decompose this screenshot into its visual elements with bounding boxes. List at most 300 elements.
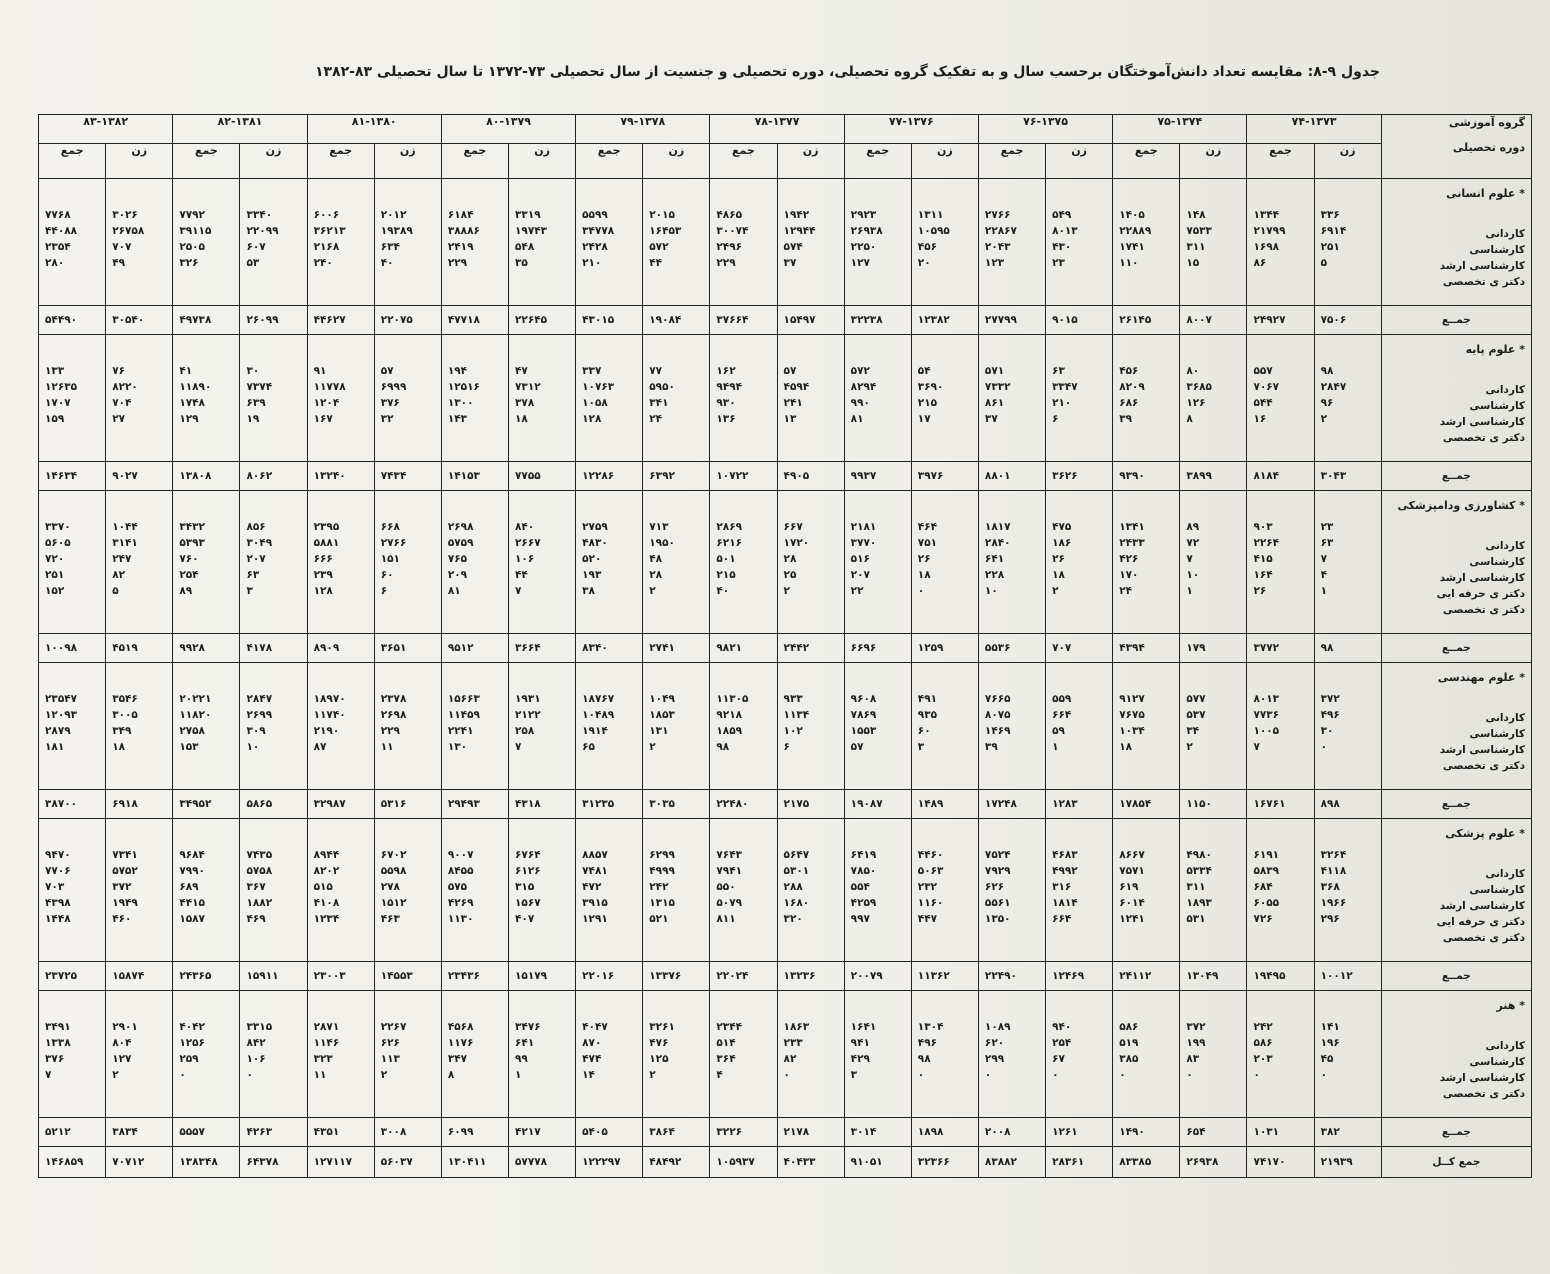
group-label-cell xyxy=(1381,491,1531,634)
value: ۱۲۹۱ xyxy=(582,913,608,925)
value: ۴۵۹۴ xyxy=(783,381,810,393)
value: ۰ xyxy=(1186,1069,1193,1081)
value: ۶۶۴ xyxy=(1052,913,1072,925)
value: ۱۲۰۴ xyxy=(313,397,340,409)
total-header: جمع xyxy=(576,144,643,179)
value: ۲۱۸۱ xyxy=(850,521,877,533)
value: ۴۹۶ xyxy=(917,1037,938,1049)
sum-women: ۸۰۶۲ xyxy=(240,462,307,491)
value: ۲۰۱۲ xyxy=(380,209,407,221)
value: ۴۰ xyxy=(716,585,730,597)
header-group-level xyxy=(1381,115,1531,179)
sum-total: ۴۷۷۱۸ xyxy=(441,306,508,335)
sum-total: ۳۸۷۰۰ xyxy=(39,790,106,819)
total-values-cell xyxy=(710,335,777,462)
total-values-cell xyxy=(844,663,911,790)
sum-total: ۲۲۰۱۶ xyxy=(576,962,643,991)
value: ۷۰۶۷ xyxy=(1253,381,1280,393)
value: ۱۰۴۸۹ xyxy=(582,709,615,721)
value: ۱۸۵۳ xyxy=(649,709,675,721)
value: ۲۵ xyxy=(783,569,797,581)
group-row xyxy=(39,179,1532,306)
value: ۲۳ xyxy=(1052,257,1065,269)
value: ۳۳۷ xyxy=(582,365,602,377)
value: ۴ xyxy=(716,1069,723,1081)
value: ۱۷۰۷ xyxy=(45,397,71,409)
total-header: جمع xyxy=(710,144,777,179)
value: ۲۴۰ xyxy=(313,257,333,269)
women-values-cell xyxy=(374,991,441,1118)
total-values-cell xyxy=(441,335,508,462)
value: ۸۹۴۴ xyxy=(313,849,340,861)
value: ۴۵۶ xyxy=(1119,365,1139,377)
sum-women: ۴۵۱۹ xyxy=(106,634,173,663)
value: ۴۲۶ xyxy=(1119,553,1139,565)
value: ۹۳۳ xyxy=(783,693,803,705)
value: ۳۳۱۹ xyxy=(515,209,541,221)
women-values-cell xyxy=(911,991,978,1118)
value: ۲۲۹ xyxy=(447,257,468,269)
value: ۶۱۹ xyxy=(1119,881,1139,893)
grand-total-women: ۲۸۳۶۱ xyxy=(1046,1147,1113,1178)
sum-women: ۳۰۳۵ xyxy=(643,790,710,819)
value: ۲ xyxy=(112,1069,119,1081)
women-values-cell xyxy=(509,491,576,634)
total-values-cell xyxy=(710,819,777,962)
value: ۸۰ xyxy=(1186,365,1200,377)
value: ۶۹۱۴ xyxy=(1320,225,1347,237)
sum-total: ۴۳۰۱۵ xyxy=(576,306,643,335)
value: ۵۷ xyxy=(850,741,864,753)
sum-total: ۲۲۴۸۰ xyxy=(710,790,777,819)
total-values-cell xyxy=(844,819,911,962)
value: ۴۶۴ xyxy=(917,521,938,533)
sum-total: ۳۲۲۳۸ xyxy=(844,306,911,335)
value: ۲۴۲۸ xyxy=(582,241,608,253)
sum-women: ۴۹۰۵ xyxy=(777,462,844,491)
value: ۵ xyxy=(1320,257,1328,269)
grand-total-all: ۱۴۶۸۵۹ xyxy=(39,1147,106,1178)
value: ۲۶ xyxy=(1253,585,1267,597)
sum-women: ۴۳۱۸ xyxy=(509,790,576,819)
value: ۴۰۴۷ xyxy=(582,1021,608,1033)
value: ۳۶۲۱۳ xyxy=(313,225,346,237)
value: ۱۸ xyxy=(1052,569,1065,581)
value: ۱۵۵۳ xyxy=(850,725,877,737)
value: ۸۴۰ xyxy=(515,521,535,533)
total-values-cell xyxy=(844,491,911,634)
value: ۱۱۰ xyxy=(1119,257,1139,269)
value: ۵۹ xyxy=(1052,725,1065,737)
value: ۶۷۰۲ xyxy=(380,849,407,861)
total-values-cell xyxy=(576,819,643,962)
level-label: کارشناسی xyxy=(1469,884,1525,896)
women-values-cell xyxy=(1046,491,1113,634)
value: ۸۱ xyxy=(447,585,461,597)
value: ۲۵۴ xyxy=(1052,1037,1072,1049)
women-values-cell xyxy=(509,819,576,962)
value: ۷۶۷۵ xyxy=(1119,709,1145,721)
sum-women: ۲۴۴۲ xyxy=(777,634,844,663)
value: ۱۸۱ xyxy=(45,741,65,753)
sum-total: ۱۰۷۲۲ xyxy=(710,462,777,491)
sum-women: ۳۶۶۴ xyxy=(509,634,576,663)
value: ۷۴۳۵ xyxy=(246,849,273,861)
level-label: کاردانی xyxy=(1485,228,1525,240)
total-header: جمع xyxy=(1247,144,1314,179)
women-values-cell xyxy=(509,663,576,790)
value: ۱۲۶ xyxy=(1186,397,1206,409)
sum-total: ۴۴۶۲۷ xyxy=(307,306,374,335)
value: ۵۵۶۱ xyxy=(984,897,1011,909)
grand-total-women: ۲۱۹۳۹ xyxy=(1314,1147,1381,1178)
value: ۱۲۶۳۵ xyxy=(45,381,78,393)
value: ۳۹۱۵ xyxy=(582,897,608,909)
value: ۱۸ xyxy=(112,741,126,753)
sum-total: ۱۶۷۶۱ xyxy=(1247,790,1314,819)
total-values-cell xyxy=(1247,335,1314,462)
sum-women: ۷۷۵۵ xyxy=(509,462,576,491)
value: ۲۰۹ xyxy=(447,569,468,581)
women-values-cell xyxy=(777,179,844,306)
sum-total: ۶۶۹۶ xyxy=(844,634,911,663)
value: ۶۶۸ xyxy=(380,521,400,533)
women-values-cell xyxy=(1046,179,1113,306)
total-values-cell xyxy=(844,335,911,462)
year-header: ۷۵-۱۳۷۴ xyxy=(1113,115,1247,144)
level-label: دکتر ی تخصصی xyxy=(1442,276,1525,288)
value: ۲۳۳ xyxy=(783,1037,803,1049)
value: ۱۹۹ xyxy=(1186,1037,1206,1049)
value: ۱۹۴ xyxy=(447,365,468,377)
sum-total: ۱۹۰۸۷ xyxy=(844,790,911,819)
total-values-cell xyxy=(978,663,1045,790)
value: ۶۰ xyxy=(380,569,394,581)
women-values-cell xyxy=(777,663,844,790)
value: ۱۰۷۶۳ xyxy=(582,381,615,393)
sum-total: ۱۰۳۱ xyxy=(1247,1118,1314,1147)
sum-label: جمــع xyxy=(1381,462,1531,491)
value: ۳۳۴۰ xyxy=(246,209,273,221)
sum-total: ۱۷۸۵۴ xyxy=(1113,790,1180,819)
value: ۳۴۷ xyxy=(447,1053,468,1065)
value: ۳۹ xyxy=(984,741,998,753)
women-header: زن xyxy=(777,144,844,179)
value: ۴۹۱ xyxy=(917,693,938,705)
value: ۲۹۶ xyxy=(1320,913,1340,925)
value: ۸ xyxy=(447,1069,455,1081)
value: ۶۰۰۶ xyxy=(313,209,340,221)
sum-women: ۶۹۱۸ xyxy=(106,790,173,819)
value: ۲۲۸ xyxy=(984,569,1005,581)
value: ۵۴۴ xyxy=(1253,397,1273,409)
sum-total: ۹۹۲۸ xyxy=(173,634,240,663)
total-values-cell xyxy=(307,335,374,462)
sum-women: ۲۶۰۹۹ xyxy=(240,306,307,335)
value: ۰ xyxy=(1119,1069,1126,1081)
value: ۱۰۸۹ xyxy=(984,1021,1011,1033)
value: ۷ xyxy=(1253,741,1260,753)
women-values-cell xyxy=(240,663,307,790)
value: ۶۲۰ xyxy=(984,1037,1005,1049)
value: ۳۰ xyxy=(246,365,260,377)
sum-women: ۱۸۹۸ xyxy=(911,1118,978,1147)
value: ۳۵۴۶ xyxy=(112,693,138,705)
value: ۱۰ xyxy=(1186,569,1200,581)
value: ۷۱۳ xyxy=(649,521,669,533)
grand-total-all: ۱۲۲۲۹۷ xyxy=(576,1147,643,1178)
total-values-cell xyxy=(844,991,911,1118)
value: ۰ xyxy=(1253,1069,1260,1081)
value: ۱۰۴۴ xyxy=(112,521,138,533)
value: ۲۶ xyxy=(1052,553,1065,565)
value: ۲۷۵۹ xyxy=(582,521,608,533)
value: ۰ xyxy=(246,1069,253,1081)
total-values-cell xyxy=(1113,491,1180,634)
value: ۱۴۰۵ xyxy=(1119,209,1145,221)
level-label: کارشناسی xyxy=(1469,556,1525,568)
value: ۱۹۳۸۹ xyxy=(380,225,413,237)
year-header: ۷۴-۱۳۷۳ xyxy=(1247,115,1381,144)
value: ۱۳۳۸ xyxy=(45,1037,71,1049)
value: ۳۰۴۹ xyxy=(246,537,273,549)
women-values-cell xyxy=(911,819,978,962)
sum-total: ۸۳۴۰ xyxy=(576,634,643,663)
value: ۲۲۹ xyxy=(716,257,736,269)
value: ۳۲۶۱ xyxy=(649,1021,675,1033)
sum-women: ۴۱۷۸ xyxy=(240,634,307,663)
total-values-cell xyxy=(978,991,1045,1118)
value: ۷۹۲۹ xyxy=(984,865,1011,877)
total-values-cell xyxy=(441,663,508,790)
sum-women: ۹۸ xyxy=(1314,634,1381,663)
value: ۲۱۲۲ xyxy=(515,709,541,721)
value: ۱۰۴۹ xyxy=(649,693,675,705)
total-header: جمع xyxy=(844,144,911,179)
value: ۱۰۵۸ xyxy=(582,397,608,409)
women-values-cell xyxy=(1314,819,1381,962)
sum-women: ۲۷۴۱ xyxy=(643,634,710,663)
value: ۸۲۹۴ xyxy=(850,381,877,393)
value: ۴۱۱۸ xyxy=(1320,865,1347,877)
sum-total: ۸۸۰۱ xyxy=(978,462,1045,491)
sum-total: ۱۴۶۳۴ xyxy=(39,462,106,491)
value: ۰ xyxy=(1320,741,1328,753)
level-label: کارشناسی ارشد xyxy=(1439,900,1525,912)
value: ۷۸۵۰ xyxy=(850,865,877,877)
value: ۴۹ xyxy=(112,257,126,269)
total-values-cell xyxy=(39,491,106,634)
value: ۶ xyxy=(1052,413,1059,425)
women-values-cell xyxy=(1314,179,1381,306)
group-header-label: گروه آموزشی xyxy=(1448,116,1525,129)
value: ۲۳۴۴ xyxy=(716,1021,743,1033)
value: ۱۸۹۷۰ xyxy=(313,693,346,705)
value: ۲۷۶۶ xyxy=(380,537,407,549)
total-values-cell xyxy=(1247,663,1314,790)
total-values-cell xyxy=(39,335,106,462)
value: ۲۳۹ xyxy=(313,569,333,581)
total-values-cell xyxy=(1247,819,1314,962)
value: ۷۷ xyxy=(649,365,663,377)
sum-women: ۷۰۷ xyxy=(1046,634,1113,663)
value: ۲۴۲ xyxy=(649,881,669,893)
women-values-cell xyxy=(240,335,307,462)
women-header: زن xyxy=(1180,144,1247,179)
sum-women: ۷۴۳۴ xyxy=(374,462,441,491)
value: ۱۶۹۸ xyxy=(1253,241,1280,253)
value: ۱۸۱۷ xyxy=(984,521,1011,533)
value: ۴۹۶ xyxy=(1320,709,1340,721)
grand-total-all: ۱۳۸۳۴۸ xyxy=(173,1147,240,1178)
value: ۹۴۱ xyxy=(850,1037,870,1049)
sum-total: ۹۳۹۰ xyxy=(1113,462,1180,491)
total-values-cell xyxy=(441,179,508,306)
value: ۵۳۷ xyxy=(1186,709,1206,721)
value: ۲۰۷ xyxy=(850,569,870,581)
value: ۲ xyxy=(649,1069,656,1081)
value: ۷۰۷ xyxy=(112,241,132,253)
value: ۷۸۶۹ xyxy=(850,709,877,721)
value: ۳۴۳۲ xyxy=(179,521,205,533)
value: ۷۲ xyxy=(1186,537,1200,549)
value: ۳۲۰ xyxy=(783,913,803,925)
sum-women: ۱۴۵۵۳ xyxy=(374,962,441,991)
sum-women: ۳۸۳۴ xyxy=(106,1118,173,1147)
value: ۸۰۷۵ xyxy=(984,709,1011,721)
value: ۵۵۷ xyxy=(1253,365,1273,377)
total-values-cell xyxy=(1113,663,1180,790)
value: ۲۱۵ xyxy=(917,397,938,409)
sum-total: ۲۴۹۲۷ xyxy=(1247,306,1314,335)
value: ۶۸۴ xyxy=(1253,881,1273,893)
sum-total: ۳۴۹۵۲ xyxy=(173,790,240,819)
value: ۱۵۲ xyxy=(45,585,65,597)
value: ۵۷ xyxy=(380,365,394,377)
value: ۹۹۰ xyxy=(850,397,870,409)
value: ۵۰۱ xyxy=(716,553,736,565)
value: ۴۹۹۲ xyxy=(1052,865,1078,877)
sum-women: ۳۹۷۶ xyxy=(911,462,978,491)
value: ۷ xyxy=(515,741,522,753)
value: ۱۵۶۶۳ xyxy=(447,693,480,705)
total-values-cell xyxy=(173,335,240,462)
value: ۰ xyxy=(917,1069,925,1081)
women-values-cell xyxy=(777,991,844,1118)
sum-total: ۳۷۶۶۴ xyxy=(710,306,777,335)
value: ۳۸ xyxy=(582,585,595,597)
value: ۲ xyxy=(1186,741,1193,753)
value: ۱ xyxy=(515,1069,522,1081)
value: ۱۱۳ xyxy=(380,1053,400,1065)
group-label-cell xyxy=(1381,335,1531,462)
sum-total: ۸۹۰۹ xyxy=(307,634,374,663)
value: ۱۰ xyxy=(984,585,998,597)
grand-total-row xyxy=(39,1147,1532,1178)
value: ۴۷۲ xyxy=(582,881,602,893)
grand-total-all: ۷۴۱۷۰ xyxy=(1247,1147,1314,1178)
grand-total-all: ۱۳۰۴۱۱ xyxy=(441,1147,508,1178)
value: ۲۶ xyxy=(917,553,931,565)
value: ۴۴ xyxy=(515,569,528,581)
value: ۲۳۵۴۷ xyxy=(45,693,78,705)
value: ۴۴۷ xyxy=(917,913,938,925)
value: ۵۴۸ xyxy=(515,241,535,253)
value: ۳۲ xyxy=(380,413,394,425)
value: ۵۴ xyxy=(917,365,931,377)
value: ۱۵۳ xyxy=(179,741,199,753)
value: ۲۱۹۰ xyxy=(313,725,340,737)
level-label: کاردانی xyxy=(1485,868,1525,880)
value: ۶۲۶ xyxy=(380,1037,400,1049)
sum-total: ۹۹۳۷ xyxy=(844,462,911,491)
value: ۶۵ xyxy=(582,741,595,753)
value: ۱۳۴۴ xyxy=(1253,209,1280,221)
value: ۴۴۰۸۸ xyxy=(45,225,78,237)
sum-women: ۹۰۱۵ xyxy=(1046,306,1113,335)
level-label: کارشناسی ارشد xyxy=(1439,744,1525,756)
value: ۳۳۷۰ xyxy=(45,521,71,533)
value: ۱۵۶۷ xyxy=(515,897,541,909)
value: ۳۷ xyxy=(783,257,797,269)
value: ۲۲۹ xyxy=(380,725,400,737)
value: ۹۳۰ xyxy=(716,397,736,409)
value: ۱۳۱ xyxy=(649,725,669,737)
value: ۲۷ xyxy=(112,413,126,425)
value: ۷۳۱۲ xyxy=(515,381,541,393)
sum-women: ۱۲۸۳ xyxy=(1046,790,1113,819)
women-values-cell xyxy=(1180,335,1247,462)
sum-women: ۱۳۰۴۹ xyxy=(1180,962,1247,991)
total-values-cell xyxy=(307,179,374,306)
sum-label: جمــع xyxy=(1381,634,1531,663)
total-values-cell xyxy=(173,819,240,962)
value: ۸۷ xyxy=(313,741,327,753)
value: ۱۱ xyxy=(380,741,394,753)
value: ۱۱۷۴۰ xyxy=(313,709,346,721)
sum-women: ۳۶۵۱ xyxy=(374,634,441,663)
value: ۱۰۲ xyxy=(783,725,803,737)
value: ۷۴۸۱ xyxy=(582,865,608,877)
value: ۲۲۰۹۹ xyxy=(246,225,279,237)
value: ۹۰۰۷ xyxy=(447,849,474,861)
value: ۶۱۹۱ xyxy=(1253,849,1280,861)
sum-women: ۸۰۰۷ xyxy=(1180,306,1247,335)
women-values-cell xyxy=(911,179,978,306)
value: ۲۱۶۸ xyxy=(313,241,340,253)
value: ۱۹۳۱ xyxy=(515,693,541,705)
value: ۸۱۱ xyxy=(716,913,736,925)
value: ۱۳۳ xyxy=(45,365,65,377)
value: ۹۴۹۴ xyxy=(716,381,743,393)
value: ۵۳ xyxy=(246,257,260,269)
value: ۴۱۵ xyxy=(1253,553,1273,565)
sum-total: ۱۷۲۴۸ xyxy=(978,790,1045,819)
value: ۳ xyxy=(246,585,253,597)
women-values-cell xyxy=(374,819,441,962)
value: ۱۸۶ xyxy=(1052,537,1072,549)
value: ۲۷۵۸ xyxy=(179,725,205,737)
value: ۱۸ xyxy=(917,569,931,581)
value: ۱۲۳ xyxy=(984,257,1005,269)
sum-women: ۵۳۱۶ xyxy=(374,790,441,819)
sum-women: ۱۹۰۸۴ xyxy=(643,306,710,335)
value: ۱۶۴۵۳ xyxy=(649,225,682,237)
value: ۶۷ xyxy=(1052,1053,1065,1065)
value: ۵۷۵۸ xyxy=(246,865,273,877)
value: ۴۷۴ xyxy=(582,1053,602,1065)
sum-women: ۲۲۶۴۵ xyxy=(509,306,576,335)
